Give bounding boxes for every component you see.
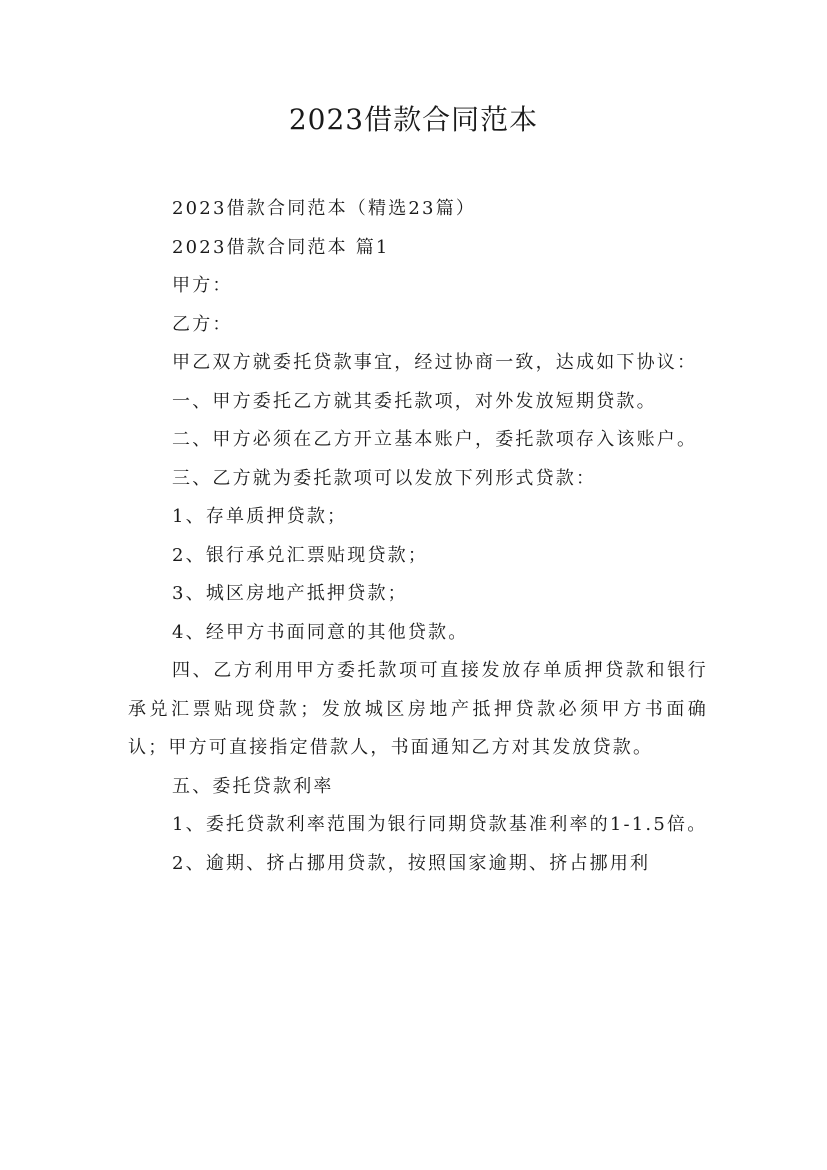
paragraph-item-3: 3、城区房地产抵押贷款； bbox=[172, 583, 408, 604]
paragraph-clause-2: 二、甲方必须在乙方开立基本账户，委托款项存入该账户。 bbox=[172, 429, 698, 450]
paragraph-clause-4: 四、乙方利用甲方委托款项可直接发放存单质押贷款和银行承兑汇票贴现贷款；发放城区房地产抵押贷款必须甲方书面确认；甲方可直接指定借款人，书面通知乙方对其发放贷款。 bbox=[128, 660, 708, 758]
paragraph-clause-5-heading: 五、委托贷款利率 bbox=[172, 775, 334, 797]
paragraph-item-4: 4、经甲方书面同意的其他贷款。 bbox=[172, 621, 469, 643]
paragraph-rate-2: 2、逾期、挤占挪用贷款，按照国家逾期、挤占挪用利 bbox=[172, 852, 651, 874]
paragraph-clause-3: 三、乙方就为委托款项可以发放下列形式贷款： bbox=[172, 467, 597, 489]
paragraph-clause-1: 一、甲方委托乙方就其委托款项，对外发放短期贷款。 bbox=[172, 390, 657, 412]
paragraph-agreement-intro: 甲乙双方就委托贷款事宜，经过协商一致，达成如下协议： bbox=[172, 352, 698, 373]
document-body bbox=[128, 190, 708, 883]
paragraph-section-heading: 2023借款合同范本 篇1 bbox=[172, 236, 390, 258]
paragraph-rate-1: 1、委托贷款利率范围为银行同期贷款基准利率的1-1.5倍。 bbox=[172, 814, 708, 835]
paragraph-item-2: 2、银行承兑汇票贴现贷款； bbox=[172, 544, 429, 566]
paragraph-subtitle: 2023借款合同范本（精选23篇） bbox=[172, 198, 477, 219]
paragraph-party-a: 甲方： bbox=[172, 275, 233, 296]
paragraph-party-b: 乙方： bbox=[172, 313, 233, 335]
document-title: 2023借款合同范本 bbox=[288, 103, 539, 136]
paragraph-item-1: 1、存单质押贷款； bbox=[172, 506, 348, 527]
